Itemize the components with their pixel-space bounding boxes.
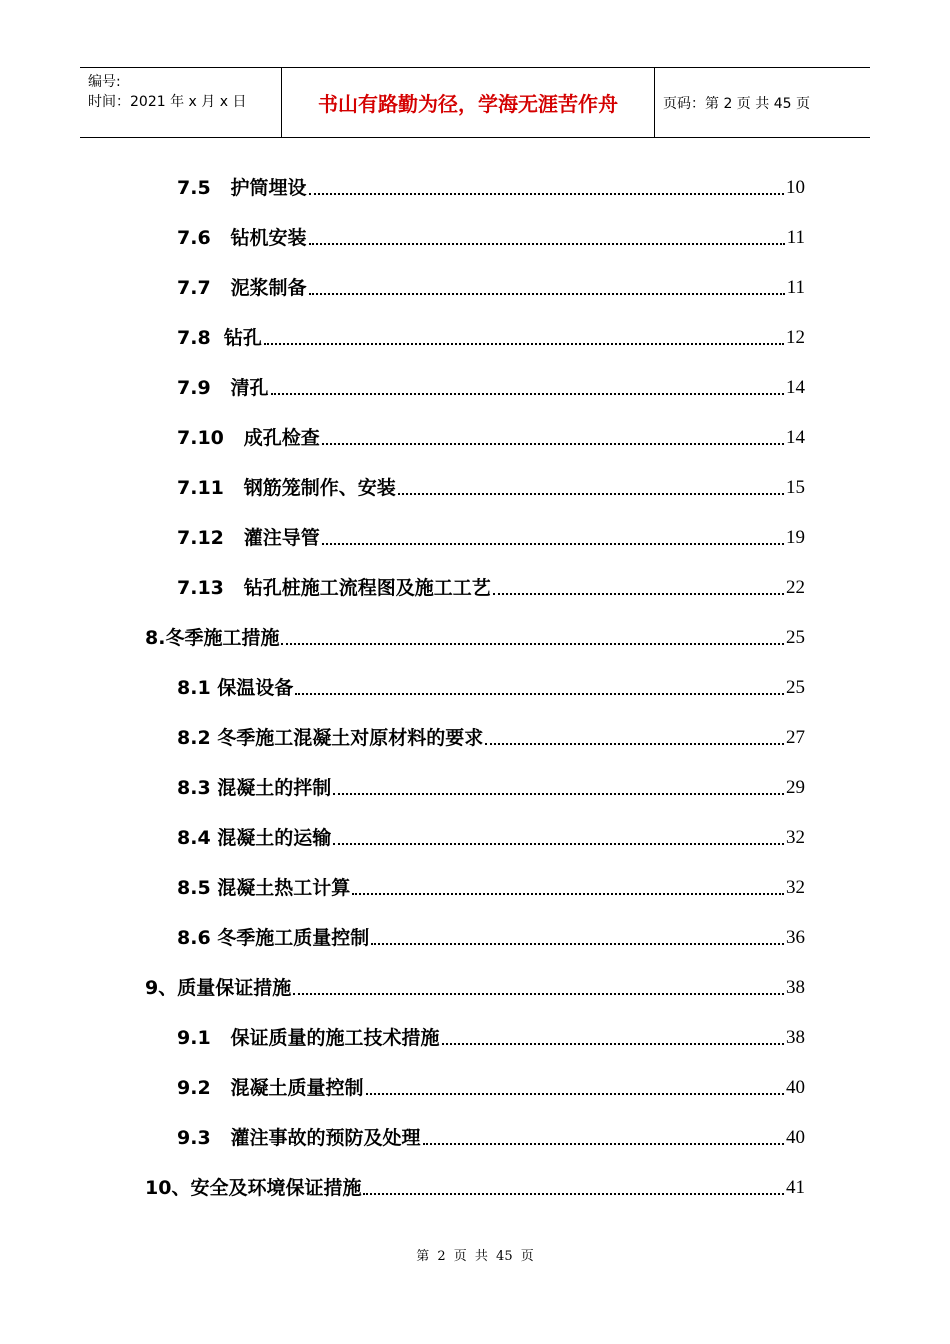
toc-leader-dots [281, 643, 784, 645]
toc-leader-dots [366, 1093, 784, 1095]
toc-entry-page: 22 [786, 577, 805, 598]
toc-entry-page: 11 [786, 277, 805, 298]
toc-entry-page: 32 [786, 827, 805, 848]
toc-entry[interactable] [177, 1020, 805, 1050]
toc-entry-title: 7.12 灌注导管 [177, 527, 320, 549]
toc-entry[interactable] [177, 570, 805, 600]
toc-entry-title: 8.6 冬季施工质量控制 [177, 927, 370, 949]
toc-leader-dots [333, 843, 784, 845]
toc-entry[interactable] [177, 270, 805, 300]
toc-leader-dots [493, 593, 784, 595]
toc-leader-dots [293, 993, 784, 995]
header-motto: 书山有路勤为径，学海无涯苦作舟 [282, 68, 655, 137]
toc-entry[interactable] [177, 1120, 805, 1150]
toc-entry-title: 7.7 泥浆制备 [177, 277, 307, 299]
toc-entry-title: 8.4 混凝土的运输 [177, 827, 332, 849]
toc-entry-title: 8.1 保温设备 [177, 677, 294, 699]
toc-entry-page: 38 [786, 977, 805, 998]
toc-leader-dots [295, 693, 784, 695]
toc-entry[interactable] [177, 720, 805, 750]
toc-entry[interactable] [145, 620, 805, 650]
toc-leader-dots [322, 443, 784, 445]
toc-leader-dots [398, 493, 784, 495]
toc-entry-title: 7.6 钻机安装 [177, 227, 307, 249]
toc-leader-dots [271, 393, 784, 395]
toc-entry[interactable] [145, 1170, 805, 1200]
toc-entry[interactable] [177, 420, 805, 450]
toc-entry-title: 7.9 清孔 [177, 377, 269, 399]
toc-entry-title: 8.5 混凝土热工计算 [177, 877, 351, 899]
toc-leader-dots [363, 1193, 784, 1195]
toc-entry[interactable] [177, 770, 805, 800]
toc-entry-title: 10、安全及环境保证措施 [145, 1177, 362, 1199]
toc-entry-page: 29 [786, 777, 805, 798]
toc-leader-dots [333, 793, 784, 795]
toc-entry-title: 9.1 保证质量的施工技术措施 [177, 1027, 440, 1049]
toc-entry[interactable] [177, 320, 805, 350]
toc-entry-page: 41 [786, 1177, 805, 1198]
toc-entry-title: 9、质量保证措施 [145, 977, 292, 999]
toc-entry-page: 38 [786, 1027, 805, 1048]
toc-entry-title: 8.2 冬季施工混凝土对原材料的要求 [177, 727, 484, 749]
toc-entry-page: 14 [786, 427, 805, 448]
toc-entry[interactable] [177, 470, 805, 500]
toc-entry[interactable] [177, 370, 805, 400]
toc-entry-title: 7.8 钻孔 [177, 327, 262, 349]
toc-entry-title: 8.冬季施工措施 [145, 627, 280, 649]
toc-entry-title: 9.2 混凝土质量控制 [177, 1077, 364, 1099]
toc-entry-page: 40 [786, 1127, 805, 1148]
toc-entry[interactable] [177, 1070, 805, 1100]
toc-entry-title: 7.11 钢筋笼制作、安装 [177, 477, 396, 499]
document-date-label: 时间：2021 年 x 月 x 日 [88, 94, 247, 110]
toc-entry[interactable] [177, 170, 805, 200]
toc-entry[interactable] [177, 220, 805, 250]
toc-entry[interactable] [145, 970, 805, 1000]
toc-leader-dots [371, 943, 784, 945]
toc-leader-dots [309, 243, 785, 245]
toc-entry-page: 19 [786, 527, 805, 548]
toc-leader-dots [309, 193, 784, 195]
toc-entry-page: 15 [786, 477, 805, 498]
page-footer: 第 2 页 共 45 页 [416, 1249, 534, 1264]
toc-entry[interactable] [177, 820, 805, 850]
toc-entry[interactable] [177, 520, 805, 550]
toc-entry[interactable] [177, 920, 805, 950]
toc-entry-page: 27 [786, 727, 805, 748]
toc-entry-page: 25 [786, 677, 805, 698]
toc-entry-title: 7.10 成孔检查 [177, 427, 320, 449]
toc-entry[interactable] [177, 870, 805, 900]
toc-leader-dots [423, 1143, 784, 1145]
toc-entry-title: 9.3 灌注事故的预防及处理 [177, 1127, 421, 1149]
toc-entry-page: 14 [786, 377, 805, 398]
toc-entry-title: 7.5 护筒埋设 [177, 177, 307, 199]
toc-leader-dots [309, 293, 785, 295]
header-page-info: 页码：第 2 页 共 45 页 [663, 95, 810, 112]
document-number-label: 编号: [88, 74, 121, 90]
toc-entry-page: 10 [786, 177, 805, 198]
toc-leader-dots [264, 343, 784, 345]
toc-leader-dots [442, 1043, 784, 1045]
toc-leader-dots [352, 893, 784, 895]
page-header [80, 67, 870, 138]
header-meta [80, 68, 282, 137]
toc-entry-page: 11 [786, 227, 805, 248]
toc-entry-page: 12 [786, 327, 805, 348]
toc-entry-page: 32 [786, 877, 805, 898]
toc-entry-page: 25 [786, 627, 805, 648]
toc-entry[interactable] [177, 670, 805, 700]
toc-leader-dots [485, 743, 784, 745]
toc-entry-page: 40 [786, 1077, 805, 1098]
toc-entry-page: 36 [786, 927, 805, 948]
toc-leader-dots [322, 543, 784, 545]
toc-entry-title: 7.13 钻孔桩施工流程图及施工工艺 [177, 577, 491, 599]
toc-entry-title: 8.3 混凝土的拌制 [177, 777, 332, 799]
